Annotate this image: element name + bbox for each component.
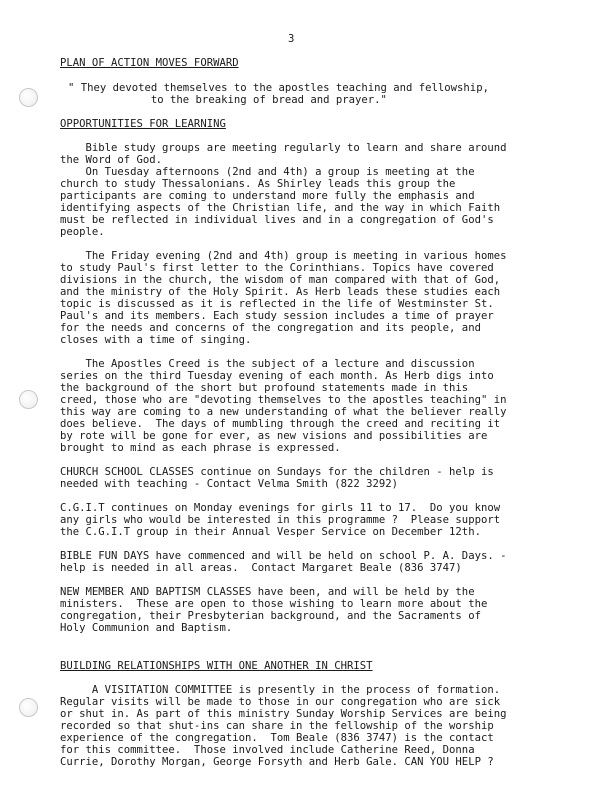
heading-building-relationships: BUILDING RELATIONSHIPS WITH ONE ANOTHER IN CHRIST	[60, 660, 373, 672]
punch-hole	[19, 698, 38, 717]
quote-line-2: to the breaking of bread and prayer."	[68, 94, 387, 106]
paragraph-friday-group: The Friday evening (2nd and 4th) group is meeting in various homes to study Paul's first letter to the Corinthians. Topics have covered divisions in the church, the wisdom of man compared with that of God, and the ministry of the Holy Spirit. As Herb leads these studies each topic is discussed as it is reflected in the life of Westminster St. Paul's and its members. Each study session includes a time of prayer for the needs and concerns of the congregation and its people, and closes with a time of singing.	[60, 250, 507, 346]
paragraph-visitation-committee: A VISITATION COMMITTEE is presently in the process of formation. Regular visits will be made to those in our congregation who are sick or shut in. As part of this ministry Sunday Worship Services are being recorded so that shut-ins can share in the fellowship of the worship experience of the congregation. Tom Beale (836 3747) is the contact for this committee. Those involved include Catherine Reed, Donna Currie, Dorothy Morgan, George Forsyth and Herb Gale. CAN YOU HELP ?	[60, 684, 507, 768]
paragraph-cgit: C.G.I.T continues on Monday evenings for girls 11 to 17. Do you know any girls who would be interested in this programme ? Please support the C.G.I.T group in their Annual Vesper Service on December 12th.	[60, 502, 501, 538]
punch-hole	[19, 390, 38, 409]
punch-hole	[19, 88, 38, 107]
paragraph-apostles-creed: The Apostles Creed is the subject of a lecture and discussion series on the third Tuesday evening of each month. As Herb digs into the background of the short but profound statements made in this creed, those who are "devoting themselves to the apostles teaching" in this way are coming to a new understanding of what the believer really does believe. The days of mumbling through the creed and reciting it by rote will be gone for ever, as new visions and possibilities are brought to mind as each phrase is expressed.	[60, 358, 507, 454]
paragraph-church-school: CHURCH SCHOOL CLASSES continue on Sundays for the children - help is needed with teaching - Contact Velma Smith (822 3292)	[60, 466, 494, 490]
paragraph-bible-fun-days: BIBLE FUN DAYS have commenced and will be held on school P. A. Days. - help is needed in all areas. Contact Margaret Beale (836 3747)	[60, 550, 507, 574]
quote-line-1: " They devoted themselves to the apostles teaching and fellowship,	[68, 82, 489, 94]
paragraph-new-member-classes: NEW MEMBER AND BAPTISM CLASSES have been, and will be held by the ministers. These are open to those wishing to learn more about the congregation, their Presbyterian background, and the Sacraments of Holy Communion and Baptism.	[60, 586, 488, 634]
page-number: 3	[288, 33, 295, 45]
heading-opportunities-for-learning: OPPORTUNITIES FOR LEARNING	[60, 118, 226, 130]
paragraph-bible-study-tuesday: Bible study groups are meeting regularly to learn and share around the Word of God. On Tuesday afternoons (2nd and 4th) a group is meeting at the church to study Thessalonians. As Shirley leads this group the participants are coming to understand more fully the emphasis and identifying aspects of the Christian life, and the way in which Faith must be reflected in individual lives and in a congregation of God's people.	[60, 142, 507, 238]
heading-plan-of-action: PLAN OF ACTION MOVES FORWARD	[60, 57, 239, 69]
